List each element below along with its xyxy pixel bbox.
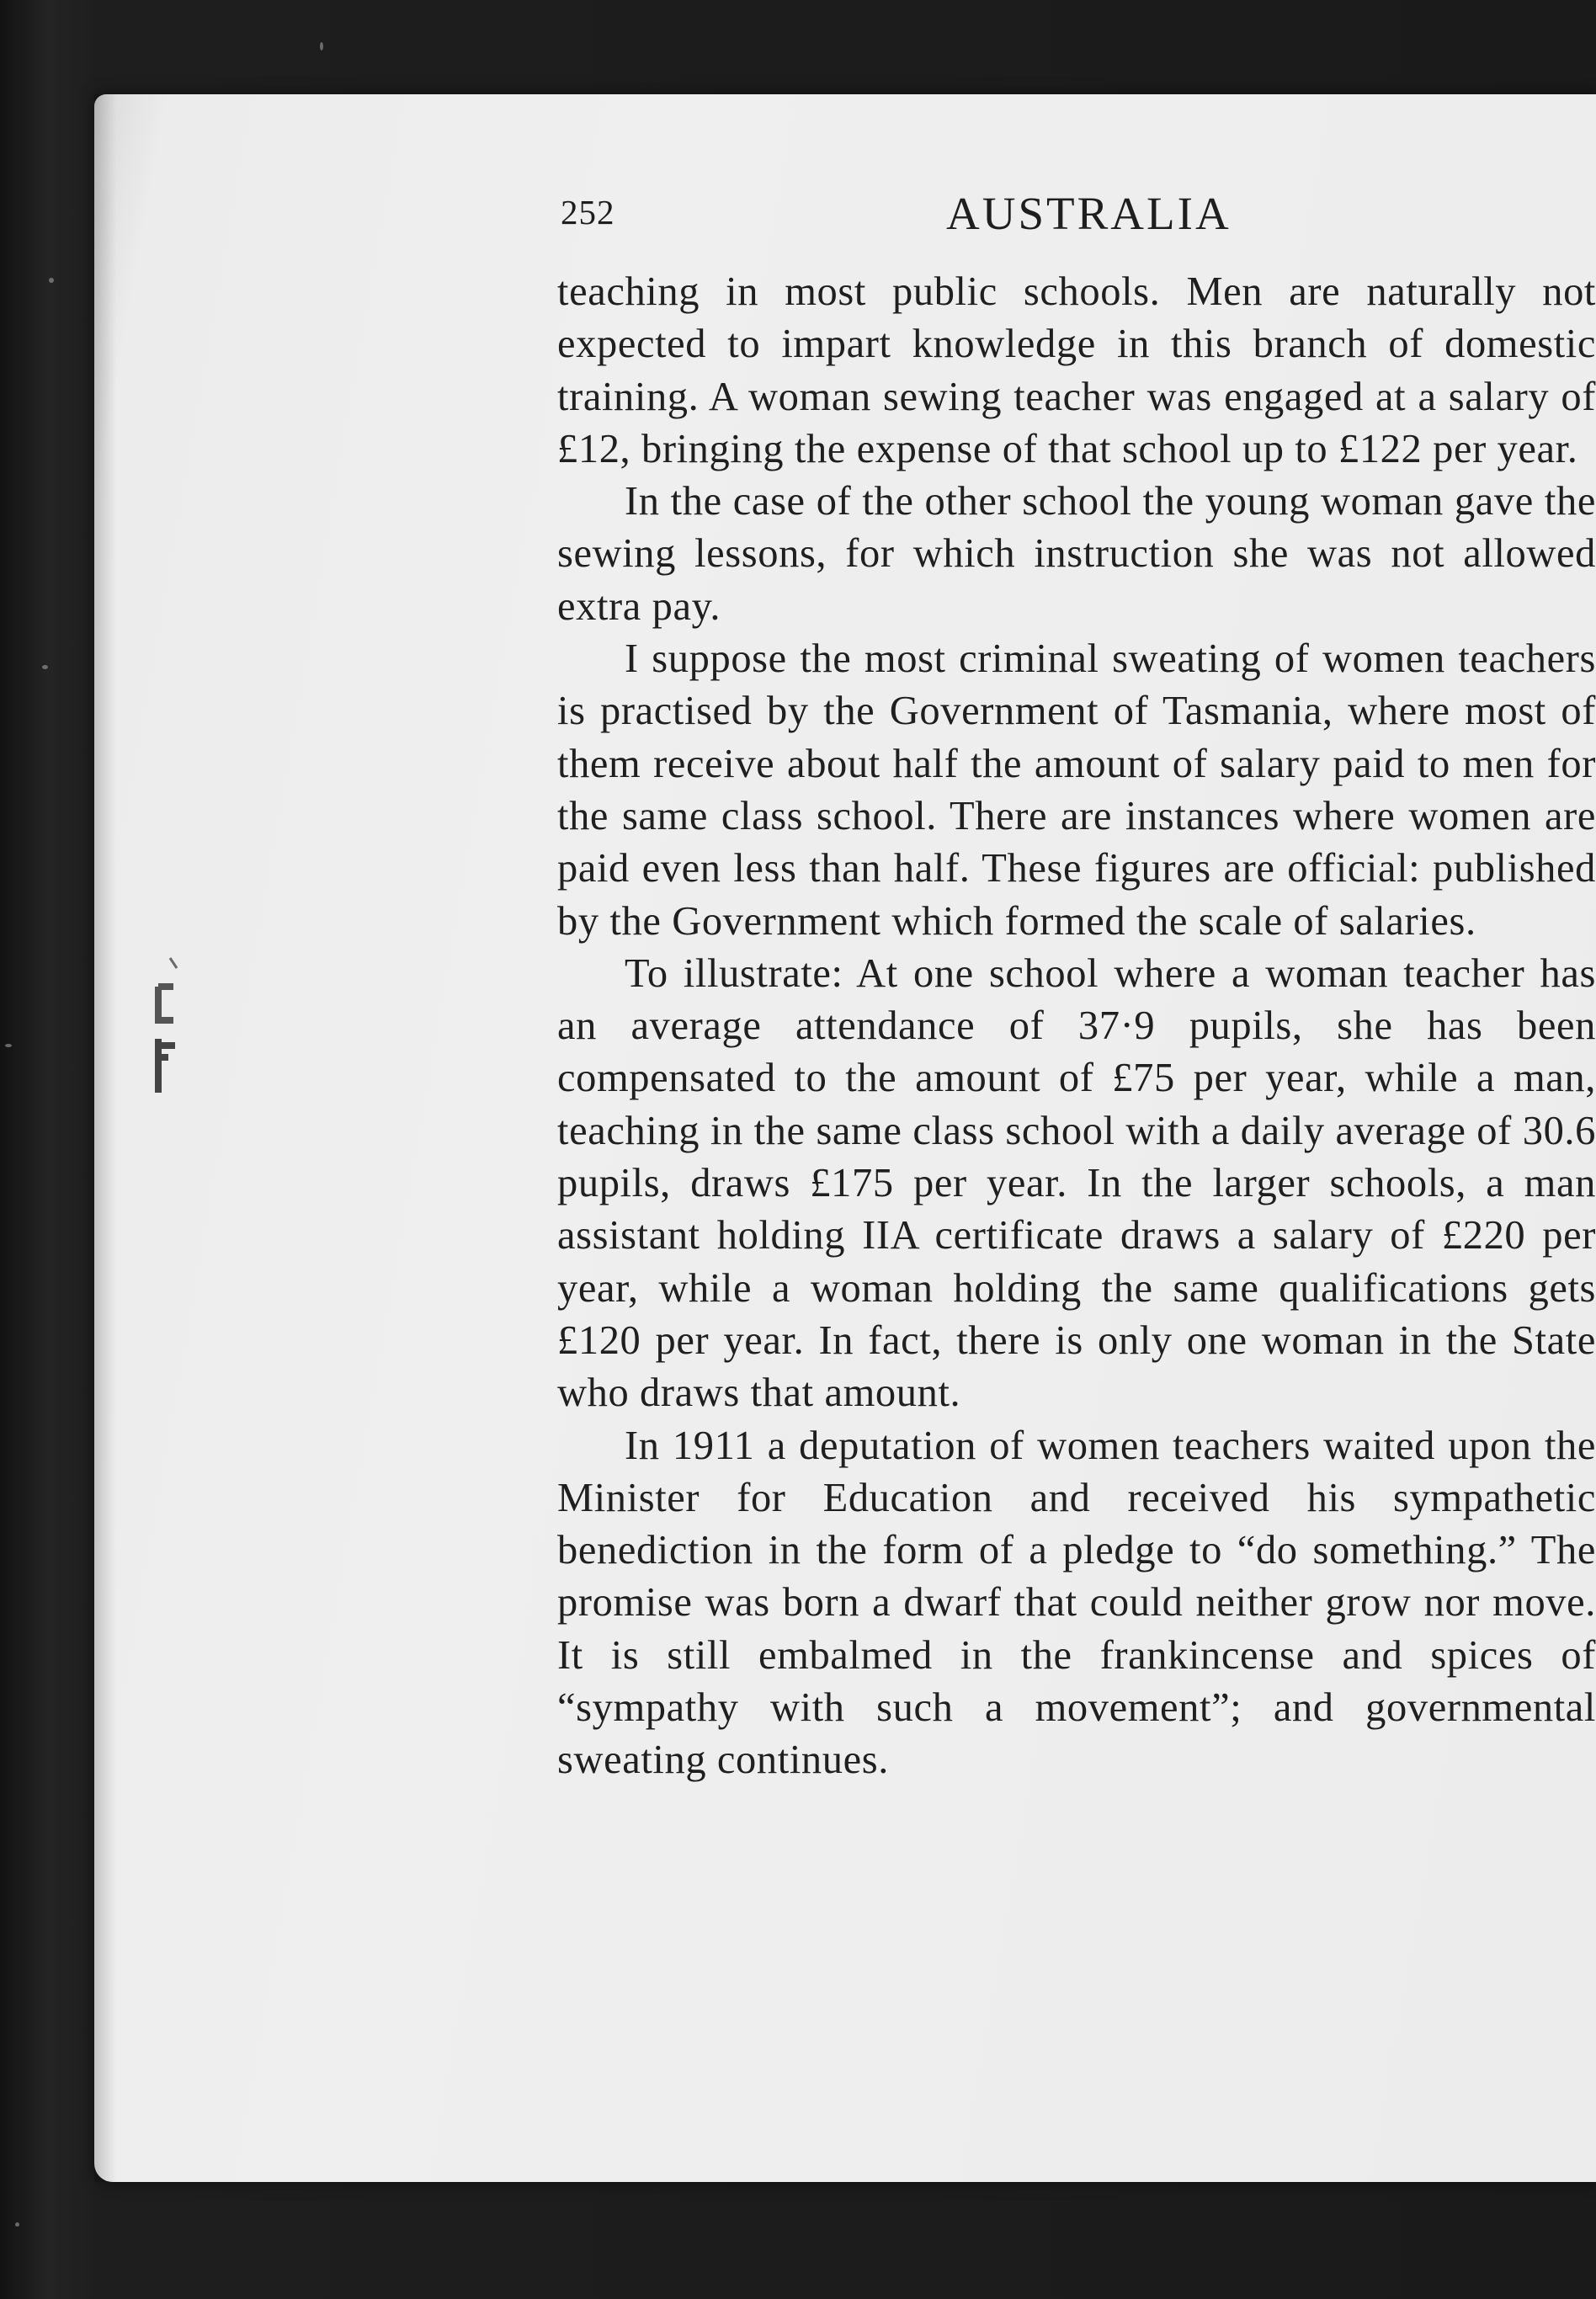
- dust-speck: [5, 1044, 12, 1047]
- paragraph: To illustrate: At one school where a woman teacher has an average attendance of 37·9 pupils, she has been compensated to the amount of £75 per year, while a man, teaching in the same class school with a daily average of 30.6 pupils, draws £175 per year. In the larger schools, a man assistant holding IIA certificate draws a salary of £220 per year, while a woman holding the same qualifications gets £120 per year. In fact, there is only one woman in the State who draws that amount.: [557, 950, 1596, 1416]
- page-number: 252: [561, 193, 615, 231]
- dust-speck: [49, 278, 54, 283]
- margin-bleed-mark: [152, 951, 182, 1094]
- paragraph: In the case of the other school the young woman gave the sewing lessons, for which instruction she was not allowed extra pay.: [557, 479, 1596, 629]
- running-head: [561, 187, 1596, 246]
- dust-speck: [320, 42, 323, 51]
- paragraph: teaching in most public schools. Men are naturally not expected to impart knowledge in this branch of domestic training. A woman sewing teacher was engaged at a salary of £12, bringing the expense of that school up to £122 per year.: [557, 269, 1596, 471]
- dust-speck: [42, 665, 48, 669]
- dust-speck: [15, 2222, 19, 2227]
- body-text: [557, 266, 1596, 1787]
- running-title: AUSTRALIA: [946, 188, 1232, 239]
- paragraph: I suppose the most criminal sweating of women teachers is practised by the Government of Tasmania, where most of them receive about half the amount of salary paid to men for the same class school. There are instances where women are paid even less than half. These figures are official: published by the Government which formed the scale of salaries.: [557, 636, 1596, 944]
- paragraph: In 1911 a deputation of women teachers waited upon the Minister for Education and received his sympathetic benediction in the form of a pledge to “do something.” The promise was born a dwarf that could neither grow nor move. It is still embalmed in the frankincense and spices of “sympathy with such a movement”; and governmental sweating continues.: [557, 1423, 1596, 1783]
